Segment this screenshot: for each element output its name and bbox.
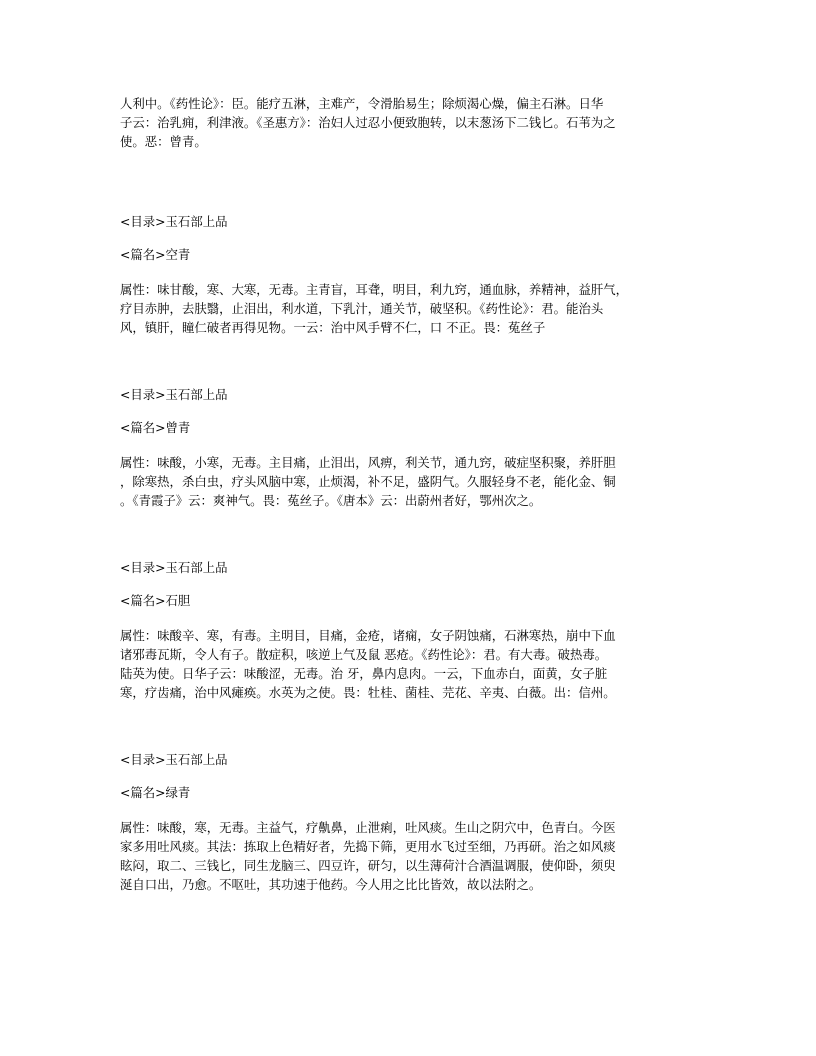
text-line: 疗目赤肿，去肤翳，止泪出，利水道，下乳汁，通关节，破坚积。《药性论》：君。能治头 [120,301,604,316]
text-line: 属性：味甘酸，寒、大寒，无毒。主青盲，耳聋，明目，利九窍，通血脉，养精神，益肝气， [120,282,629,297]
text-line: 子云：治乳痈，利津液。《圣惠方》：治妇人过忍小便致胞转，以末葱汤下二钱匕。石苇为之 [120,115,616,130]
entry-body [120,280,700,337]
text-line: 使。恶：曾青。 [120,134,207,149]
text-line: 家多用吐风痰。其法：拣取上色精好者，先捣下筛，更用水飞过至细，乃再研。治之如风痰 [120,839,616,854]
text-line: 属性：味酸，寒，无毒。主益气，疗鼽鼻，止泄痢，吐风痰。生山之阴穴中，色青白。今医 [120,820,616,835]
text-line: 陆英为使。日华子云：味酸涩，无毒。治 牙，鼻内息肉。一云，下血赤白，面黄，女子脏 [120,666,608,681]
catalog-heading: <目录>玉石部上品 [120,387,228,402]
entry-body [120,818,700,894]
text-line: 。《青霞子》云：爽神气。畏：菟丝子。《唐本》云：出蔚州者好，鄂州次之。 [120,493,542,508]
entry-title: <篇名>曾青 [120,420,191,435]
catalog-heading: <目录>玉石部上品 [120,752,228,767]
text-line: ，除寒热，杀白虫，疗头风脑中寒，止烦渴，补不足，盛阴气。久服轻身不老，能化金、铜 [120,474,616,489]
entry-title: <篇名>绿青 [120,785,191,800]
intro-paragraph [120,94,700,151]
text-line: 人利中。《药性论》：臣。能疗五淋，主难产，令滑胎易生；除烦渴心燥，偏主石淋。日华 [120,96,604,111]
catalog-heading: <目录>玉石部上品 [120,560,228,575]
entry-title: <篇名>空青 [120,247,191,262]
catalog-heading: <目录>玉石部上品 [120,214,228,229]
entry-body [120,626,700,702]
text-line: 风，镇肝，瞳仁破者再得见物。一云：治中风手臂不仁，口 不正。畏：菟丝子 [120,320,546,335]
text-line: 寒，疗齿痛，治中风瘫痪。水英为之使。畏：牡桂、菌桂、芫花、辛夷、白薇。出：信州。 [120,685,616,700]
text-line: 涎自口出，乃愈。不呕吐，其功速于他药。今人用之比比皆效，故以法附之。 [120,877,542,892]
entry-title: <篇名>石胆 [120,593,191,608]
text-line: 属性：味酸，小寒，无毒。主目痛，止泪出，风痹，利关节，通九窍，破症坚积聚，养肝胆 [120,455,616,470]
document-page [120,94,700,894]
text-line: 眩闷，取二、三钱匕，同生龙脑三、四豆许，研匀，以生薄荷汁合酒温调服，使仰卧，须臾 [120,858,616,873]
text-line: 诸邪毒瓦斯，令人有子。散症积，咳逆上气及鼠 恶疮。《药性论》：君。有大毒。破热毒。 [120,647,608,662]
text-line: 属性：味酸辛、寒，有毒。主明目，目痛，金疮，诸痫，女子阴蚀痛，石淋寒热，崩中下血 [120,628,616,643]
entry-body [120,453,700,510]
